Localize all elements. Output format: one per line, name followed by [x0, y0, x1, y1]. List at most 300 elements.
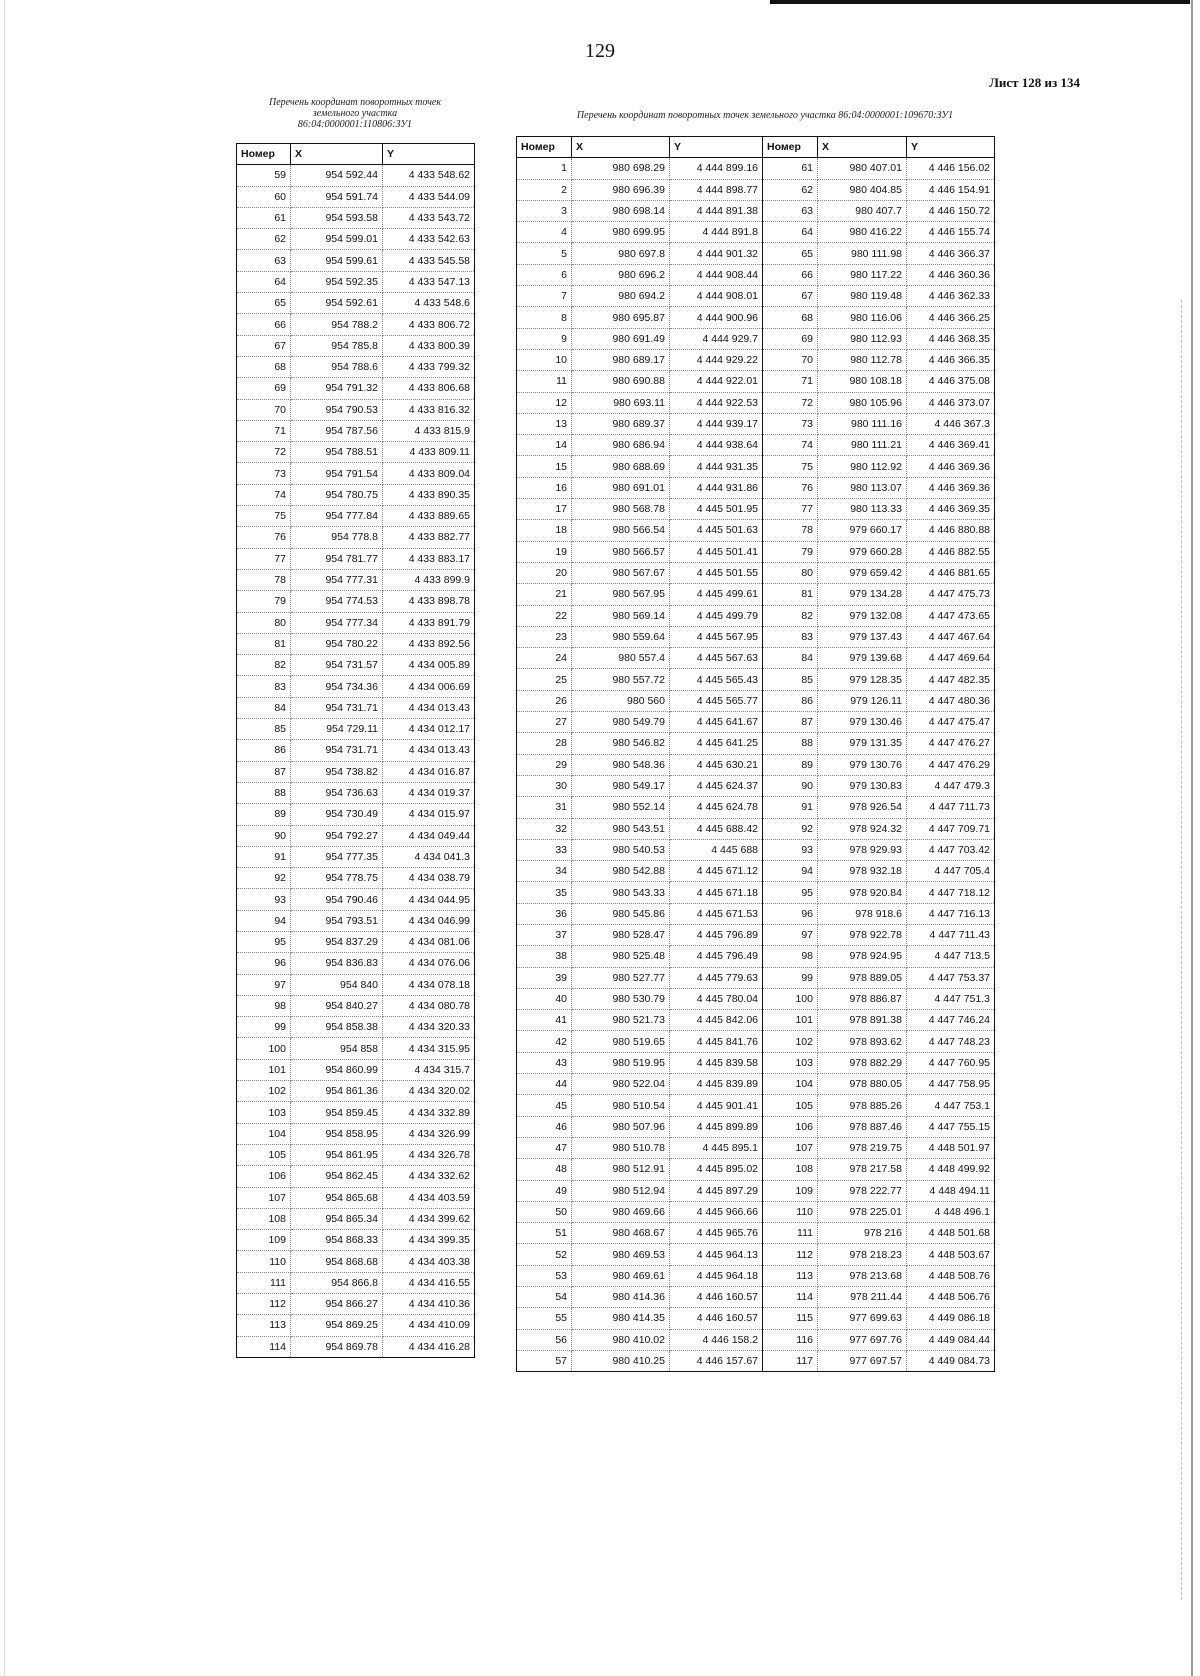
point-number-cell: 109 — [237, 1230, 291, 1251]
table-row — [237, 804, 475, 825]
point-number-cell: 24 — [517, 648, 572, 669]
point-number-cell: 105 — [237, 1144, 291, 1165]
x-coordinate-cell: 954 780.75 — [291, 484, 383, 505]
y-coordinate-cell: 4 444 929.7 — [670, 328, 763, 349]
x-coordinate-cell: 980 690.88 — [572, 371, 670, 392]
x-coordinate-cell: 954 866.8 — [291, 1272, 383, 1293]
table-row — [517, 477, 995, 498]
y-coordinate-cell: 4 433 809.04 — [383, 463, 475, 484]
x-coordinate-cell: 980 410.25 — [572, 1350, 670, 1371]
point-number-cell: 28 — [517, 733, 572, 754]
point-number-cell: 4 — [517, 222, 572, 243]
table-row — [517, 264, 995, 285]
y-coordinate-cell: 4 445 964.18 — [670, 1265, 763, 1286]
point-number-cell: 102 — [763, 1031, 818, 1052]
table-row — [237, 1336, 475, 1357]
point-number-cell: 74 — [763, 435, 818, 456]
y-coordinate-cell: 4 434 076.06 — [383, 953, 475, 974]
table-row — [237, 442, 475, 463]
point-number-cell: 85 — [763, 669, 818, 690]
y-coordinate-cell: 4 444 891.8 — [670, 222, 763, 243]
x-coordinate-cell: 980 568.78 — [572, 499, 670, 520]
point-number-cell: 82 — [237, 655, 291, 676]
table-row — [517, 775, 995, 796]
y-coordinate-cell: 4 444 939.17 — [670, 413, 763, 434]
x-coordinate-cell: 980 469.66 — [572, 1201, 670, 1222]
top-rule — [770, 0, 1190, 4]
x-coordinate-cell: 980 698.14 — [572, 200, 670, 221]
table-row — [237, 612, 475, 633]
y-coordinate-cell: 4 433 815.9 — [383, 420, 475, 441]
point-number-cell: 83 — [237, 676, 291, 697]
point-number-cell: 53 — [517, 1265, 572, 1286]
point-number-cell: 56 — [517, 1329, 572, 1350]
y-coordinate-cell: 4 446 154.91 — [907, 179, 995, 200]
table-row — [237, 569, 475, 590]
point-number-cell: 44 — [517, 1074, 572, 1095]
point-number-cell: 92 — [763, 818, 818, 839]
x-coordinate-cell: 980 507.96 — [572, 1116, 670, 1137]
point-number-cell: 77 — [237, 548, 291, 569]
x-coordinate-cell: 954 599.01 — [291, 229, 383, 250]
point-number-cell: 46 — [517, 1116, 572, 1137]
y-coordinate-cell: 4 445 501.63 — [670, 520, 763, 541]
x-coordinate-cell: 980 414.36 — [572, 1287, 670, 1308]
x-coordinate-cell: 980 519.65 — [572, 1031, 670, 1052]
table-row — [237, 868, 475, 889]
table-row — [237, 420, 475, 441]
point-number-cell: 112 — [763, 1244, 818, 1265]
y-coordinate-cell: 4 447 482.35 — [907, 669, 995, 690]
table-row — [237, 527, 475, 548]
point-number-cell: 110 — [763, 1201, 818, 1222]
table-row — [517, 669, 995, 690]
x-coordinate-cell: 980 113.07 — [818, 477, 907, 498]
table-row — [517, 1052, 995, 1073]
point-number-cell: 63 — [763, 200, 818, 221]
table-row — [237, 229, 475, 250]
point-number-cell: 103 — [763, 1052, 818, 1073]
y-coordinate-cell: 4 433 800.39 — [383, 335, 475, 356]
point-number-cell: 90 — [237, 825, 291, 846]
point-number-cell: 62 — [763, 179, 818, 200]
point-number-cell: 15 — [517, 456, 572, 477]
x-coordinate-cell: 978 880.05 — [818, 1074, 907, 1095]
y-coordinate-cell: 4 445 779.63 — [670, 967, 763, 988]
x-coordinate-cell: 954 787.56 — [291, 420, 383, 441]
table-row — [237, 889, 475, 910]
table-row — [517, 1031, 995, 1052]
table-row — [237, 953, 475, 974]
point-number-cell: 51 — [517, 1223, 572, 1244]
x-coordinate-cell: 954 861.95 — [291, 1144, 383, 1165]
table-row — [237, 1208, 475, 1229]
y-coordinate-cell: 4 434 315.95 — [383, 1038, 475, 1059]
point-number-cell: 69 — [237, 378, 291, 399]
x-coordinate-cell: 954 778.8 — [291, 527, 383, 548]
col-header-number: Номер — [763, 137, 818, 158]
point-number-cell: 113 — [237, 1315, 291, 1336]
y-coordinate-cell: 4 447 746.24 — [907, 1010, 995, 1031]
point-number-cell: 91 — [237, 846, 291, 867]
x-coordinate-cell: 980 691.01 — [572, 477, 670, 498]
x-coordinate-cell: 980 552.14 — [572, 797, 670, 818]
x-coordinate-cell: 978 213.68 — [818, 1265, 907, 1286]
table-row — [237, 356, 475, 377]
y-coordinate-cell: 4 434 326.99 — [383, 1123, 475, 1144]
x-coordinate-cell: 980 548.36 — [572, 754, 670, 775]
x-coordinate-cell: 978 219.75 — [818, 1137, 907, 1158]
table-row — [517, 413, 995, 434]
y-coordinate-cell: 4 445 796.89 — [670, 924, 763, 945]
y-coordinate-cell: 4 446 375.08 — [907, 371, 995, 392]
x-coordinate-cell: 954 790.46 — [291, 889, 383, 910]
point-number-cell: 34 — [517, 861, 572, 882]
point-number-cell: 39 — [517, 967, 572, 988]
col-header-x: X — [572, 137, 670, 158]
point-number-cell: 8 — [517, 307, 572, 328]
y-coordinate-cell: 4 445 567.95 — [670, 626, 763, 647]
table-row — [237, 1017, 475, 1038]
point-number-cell: 101 — [763, 1010, 818, 1031]
x-coordinate-cell: 980 404.85 — [818, 179, 907, 200]
point-number-cell: 108 — [763, 1159, 818, 1180]
y-coordinate-cell: 4 447 716.13 — [907, 903, 995, 924]
y-coordinate-cell: 4 445 671.18 — [670, 882, 763, 903]
point-number-cell: 111 — [763, 1223, 818, 1244]
x-coordinate-cell: 980 527.77 — [572, 967, 670, 988]
x-coordinate-cell: 980 689.17 — [572, 349, 670, 370]
y-coordinate-cell: 4 447 469.64 — [907, 648, 995, 669]
x-coordinate-cell: 980 108.18 — [818, 371, 907, 392]
x-coordinate-cell: 980 688.69 — [572, 456, 670, 477]
y-coordinate-cell: 4 433 898.78 — [383, 591, 475, 612]
x-coordinate-cell: 979 130.76 — [818, 754, 907, 775]
point-number-cell: 106 — [763, 1116, 818, 1137]
y-coordinate-cell: 4 445 567.63 — [670, 648, 763, 669]
table-row — [517, 456, 995, 477]
point-number-cell: 90 — [763, 775, 818, 796]
table-row — [237, 633, 475, 654]
x-coordinate-cell: 978 920.84 — [818, 882, 907, 903]
x-coordinate-cell: 954 593.58 — [291, 207, 383, 228]
point-number-cell: 55 — [517, 1308, 572, 1329]
x-coordinate-cell: 978 932.18 — [818, 861, 907, 882]
y-coordinate-cell: 4 434 315.7 — [383, 1059, 475, 1080]
point-number-cell: 65 — [763, 243, 818, 264]
table-row — [517, 882, 995, 903]
point-number-cell: 107 — [763, 1137, 818, 1158]
point-number-cell: 105 — [763, 1095, 818, 1116]
x-coordinate-cell: 980 540.53 — [572, 839, 670, 860]
table-row — [517, 541, 995, 562]
point-number-cell: 96 — [237, 953, 291, 974]
point-number-cell: 69 — [763, 328, 818, 349]
x-coordinate-cell: 978 885.26 — [818, 1095, 907, 1116]
point-number-cell: 102 — [237, 1081, 291, 1102]
y-coordinate-cell: 4 447 753.37 — [907, 967, 995, 988]
x-coordinate-cell: 978 891.38 — [818, 1010, 907, 1031]
x-coordinate-cell: 980 510.78 — [572, 1137, 670, 1158]
table-row — [237, 1272, 475, 1293]
point-number-cell: 59 — [237, 165, 291, 186]
y-coordinate-cell: 4 446 369.35 — [907, 499, 995, 520]
y-coordinate-cell: 4 445 501.95 — [670, 499, 763, 520]
point-number-cell: 104 — [763, 1074, 818, 1095]
x-coordinate-cell: 954 858.95 — [291, 1123, 383, 1144]
x-coordinate-cell: 979 660.28 — [818, 541, 907, 562]
table-row — [517, 861, 995, 882]
point-number-cell: 73 — [237, 463, 291, 484]
y-coordinate-cell: 4 434 320.02 — [383, 1081, 475, 1102]
table-row — [237, 1187, 475, 1208]
y-coordinate-cell: 4 446 160.57 — [670, 1287, 763, 1308]
x-coordinate-cell: 980 545.86 — [572, 903, 670, 924]
x-coordinate-cell: 954 865.34 — [291, 1208, 383, 1229]
y-coordinate-cell: 4 446 360.36 — [907, 264, 995, 285]
x-coordinate-cell: 954 788.51 — [291, 442, 383, 463]
point-number-cell: 114 — [237, 1336, 291, 1357]
x-coordinate-cell: 954 592.61 — [291, 293, 383, 314]
point-number-cell: 64 — [763, 222, 818, 243]
y-coordinate-cell: 4 433 799.32 — [383, 356, 475, 377]
x-coordinate-cell: 954 865.68 — [291, 1187, 383, 1208]
x-coordinate-cell: 980 117.22 — [818, 264, 907, 285]
sheet-label: Лист 128 из 134 — [989, 75, 1080, 90]
point-number-cell: 62 — [237, 229, 291, 250]
y-coordinate-cell: 4 444 938.64 — [670, 435, 763, 456]
table-row — [517, 1350, 995, 1371]
x-coordinate-cell: 980 112.78 — [818, 349, 907, 370]
y-coordinate-cell: 4 445 671.12 — [670, 861, 763, 882]
table-row — [517, 1180, 995, 1201]
y-coordinate-cell: 4 446 160.57 — [670, 1308, 763, 1329]
table-row — [517, 1287, 995, 1308]
point-number-cell: 79 — [237, 591, 291, 612]
x-coordinate-cell: 954 860.99 — [291, 1059, 383, 1080]
x-coordinate-cell: 954 840.27 — [291, 995, 383, 1016]
point-number-cell: 101 — [237, 1059, 291, 1080]
table-row — [517, 605, 995, 626]
x-coordinate-cell: 980 469.61 — [572, 1265, 670, 1286]
x-coordinate-cell: 978 225.01 — [818, 1201, 907, 1222]
point-number-cell: 99 — [237, 1017, 291, 1038]
table-row — [237, 1166, 475, 1187]
y-coordinate-cell: 4 445 842.06 — [670, 1010, 763, 1031]
table-row — [237, 974, 475, 995]
y-coordinate-cell: 4 448 506.76 — [907, 1287, 995, 1308]
x-coordinate-cell: 978 887.46 — [818, 1116, 907, 1137]
y-coordinate-cell: 4 433 806.68 — [383, 378, 475, 399]
y-coordinate-cell: 4 434 038.79 — [383, 868, 475, 889]
table1-caption-line: 86:04:0000001:110806:ЗУ1 — [297, 119, 413, 130]
x-coordinate-cell: 980 519.95 — [572, 1052, 670, 1073]
y-coordinate-cell: 4 447 718.12 — [907, 882, 995, 903]
y-coordinate-cell: 4 445 839.58 — [670, 1052, 763, 1073]
x-coordinate-cell: 978 922.78 — [818, 924, 907, 945]
y-coordinate-cell: 4 445 624.37 — [670, 775, 763, 796]
x-coordinate-cell: 980 521.73 — [572, 1010, 670, 1031]
x-coordinate-cell: 954 592.35 — [291, 271, 383, 292]
y-coordinate-cell: 4 446 880.88 — [907, 520, 995, 541]
y-coordinate-cell: 4 434 081.06 — [383, 931, 475, 952]
point-number-cell: 84 — [763, 648, 818, 669]
point-number-cell: 71 — [763, 371, 818, 392]
point-number-cell: 76 — [237, 527, 291, 548]
table-row — [517, 179, 995, 200]
table-row — [517, 967, 995, 988]
point-number-cell: 43 — [517, 1052, 572, 1073]
table-row — [517, 562, 995, 583]
y-coordinate-cell: 4 447 476.27 — [907, 733, 995, 754]
x-coordinate-cell: 980 546.82 — [572, 733, 670, 754]
table-row — [517, 626, 995, 647]
table-row — [237, 1081, 475, 1102]
y-coordinate-cell: 4 447 755.15 — [907, 1116, 995, 1137]
y-coordinate-cell: 4 445 897.29 — [670, 1180, 763, 1201]
y-coordinate-cell: 4 446 881.65 — [907, 562, 995, 583]
point-number-cell: 13 — [517, 413, 572, 434]
table-row — [517, 1329, 995, 1350]
y-coordinate-cell: 4 434 326.78 — [383, 1144, 475, 1165]
x-coordinate-cell: 980 698.29 — [572, 158, 670, 179]
x-coordinate-cell: 980 566.57 — [572, 541, 670, 562]
point-number-cell: 20 — [517, 562, 572, 583]
y-coordinate-cell: 4 449 084.73 — [907, 1350, 995, 1371]
x-coordinate-cell: 980 557.72 — [572, 669, 670, 690]
y-coordinate-cell: 4 448 501.68 — [907, 1223, 995, 1244]
point-number-cell: 60 — [237, 186, 291, 207]
x-coordinate-cell: 980 407.01 — [818, 158, 907, 179]
y-coordinate-cell: 4 433 890.35 — [383, 484, 475, 505]
table-row — [237, 335, 475, 356]
y-coordinate-cell: 4 445 895.02 — [670, 1159, 763, 1180]
table-row — [517, 1159, 995, 1180]
point-number-cell: 18 — [517, 520, 572, 541]
y-coordinate-cell: 4 434 332.89 — [383, 1102, 475, 1123]
x-coordinate-cell: 980 510.54 — [572, 1095, 670, 1116]
y-coordinate-cell: 4 434 410.09 — [383, 1315, 475, 1336]
table-row — [517, 712, 995, 733]
y-coordinate-cell: 4 447 751.3 — [907, 988, 995, 1009]
x-coordinate-cell: 954 780.22 — [291, 633, 383, 654]
x-coordinate-cell: 980 528.47 — [572, 924, 670, 945]
y-coordinate-cell: 4 444 898.77 — [670, 179, 763, 200]
point-number-cell: 79 — [763, 541, 818, 562]
table-row — [237, 1230, 475, 1251]
x-coordinate-cell: 954 734.36 — [291, 676, 383, 697]
y-coordinate-cell: 4 444 908.01 — [670, 286, 763, 307]
y-coordinate-cell: 4 444 900.96 — [670, 307, 763, 328]
x-coordinate-cell: 980 530.79 — [572, 988, 670, 1009]
y-coordinate-cell: 4 445 688 — [670, 839, 763, 860]
y-coordinate-cell: 4 444 929.22 — [670, 349, 763, 370]
y-coordinate-cell: 4 445 841.76 — [670, 1031, 763, 1052]
point-number-cell: 91 — [763, 797, 818, 818]
x-coordinate-cell: 978 218.23 — [818, 1244, 907, 1265]
y-coordinate-cell: 4 434 019.37 — [383, 782, 475, 803]
point-number-cell: 87 — [763, 712, 818, 733]
table-row — [237, 1038, 475, 1059]
y-coordinate-cell: 4 433 542.63 — [383, 229, 475, 250]
y-coordinate-cell: 4 434 403.38 — [383, 1251, 475, 1272]
x-coordinate-cell: 954 729.11 — [291, 719, 383, 740]
table-row — [237, 931, 475, 952]
x-coordinate-cell: 980 549.79 — [572, 712, 670, 733]
y-coordinate-cell: 4 447 476.29 — [907, 754, 995, 775]
x-coordinate-cell: 980 522.04 — [572, 1074, 670, 1095]
y-coordinate-cell: 4 444 931.35 — [670, 456, 763, 477]
y-coordinate-cell: 4 433 806.72 — [383, 314, 475, 335]
point-number-cell: 107 — [237, 1187, 291, 1208]
x-coordinate-cell: 954 781.77 — [291, 548, 383, 569]
point-number-cell: 103 — [237, 1102, 291, 1123]
point-number-cell: 98 — [763, 946, 818, 967]
table-row — [237, 1059, 475, 1080]
y-coordinate-cell: 4 447 480.36 — [907, 690, 995, 711]
y-coordinate-cell: 4 434 399.62 — [383, 1208, 475, 1229]
point-number-cell: 86 — [237, 740, 291, 761]
table-row — [517, 754, 995, 775]
point-number-cell: 26 — [517, 690, 572, 711]
x-coordinate-cell: 954 868.33 — [291, 1230, 383, 1251]
point-number-cell: 1 — [517, 158, 572, 179]
x-coordinate-cell: 979 128.35 — [818, 669, 907, 690]
x-coordinate-cell: 980 569.14 — [572, 605, 670, 626]
x-coordinate-cell: 954 859.45 — [291, 1102, 383, 1123]
x-coordinate-cell: 954 869.25 — [291, 1315, 383, 1336]
table-row — [517, 946, 995, 967]
table-row — [517, 286, 995, 307]
y-coordinate-cell: 4 446 367.3 — [907, 413, 995, 434]
table1-caption-line: земельного участка — [312, 108, 398, 119]
x-coordinate-cell: 980 407.7 — [818, 200, 907, 221]
point-number-cell: 117 — [763, 1350, 818, 1371]
point-number-cell: 108 — [237, 1208, 291, 1229]
x-coordinate-cell: 954 840 — [291, 974, 383, 995]
point-number-cell: 11 — [517, 371, 572, 392]
point-number-cell: 36 — [517, 903, 572, 924]
y-coordinate-cell: 4 444 901.32 — [670, 243, 763, 264]
y-coordinate-cell: 4 433 548.6 — [383, 293, 475, 314]
table-row — [517, 1308, 995, 1329]
table-row — [517, 243, 995, 264]
x-coordinate-cell: 980 567.95 — [572, 584, 670, 605]
x-coordinate-cell: 979 139.68 — [818, 648, 907, 669]
table-row — [237, 271, 475, 292]
y-coordinate-cell: 4 445 966.66 — [670, 1201, 763, 1222]
x-coordinate-cell: 954 837.29 — [291, 931, 383, 952]
x-coordinate-cell: 980 112.93 — [818, 328, 907, 349]
table-row — [517, 903, 995, 924]
point-number-cell: 21 — [517, 584, 572, 605]
point-number-cell: 75 — [237, 506, 291, 527]
y-coordinate-cell: 4 446 158.2 — [670, 1329, 763, 1350]
x-coordinate-cell: 980 543.33 — [572, 882, 670, 903]
point-number-cell: 3 — [517, 200, 572, 221]
x-coordinate-cell: 979 131.35 — [818, 733, 907, 754]
x-coordinate-cell: 977 697.76 — [818, 1329, 907, 1350]
table-row — [237, 655, 475, 676]
table-header-row — [237, 144, 475, 165]
point-number-cell: 48 — [517, 1159, 572, 1180]
x-coordinate-cell: 980 468.67 — [572, 1223, 670, 1244]
table-row — [517, 1137, 995, 1158]
point-number-cell: 81 — [237, 633, 291, 654]
x-coordinate-cell: 954 858.38 — [291, 1017, 383, 1038]
point-number-cell: 41 — [517, 1010, 572, 1031]
point-number-cell: 35 — [517, 882, 572, 903]
